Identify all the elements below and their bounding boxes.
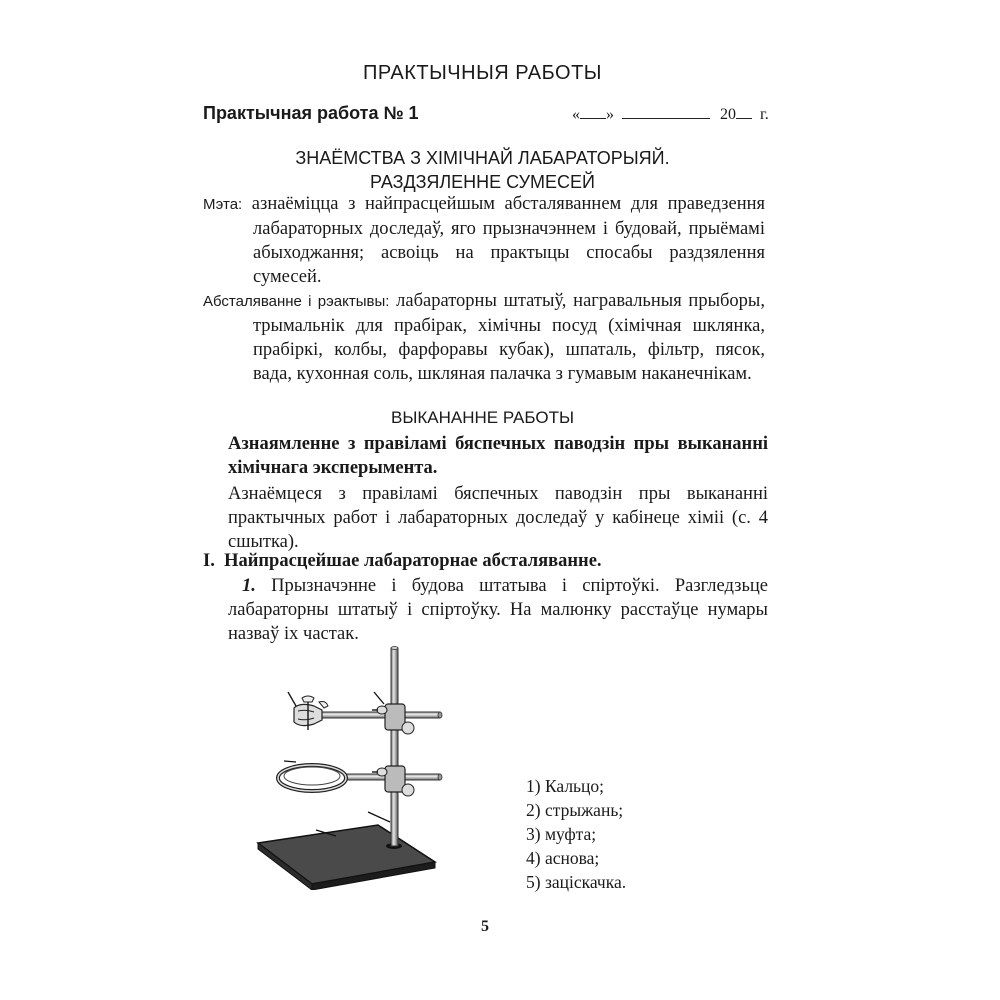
- year-blank[interactable]: [736, 104, 752, 119]
- aim-paragraph: [203, 192, 765, 289]
- page-number: 5: [481, 918, 489, 935]
- section-1-heading: I. Найпрасцейшае лабараторнае абсталяванне.: [203, 551, 602, 571]
- stand-ring: [278, 765, 346, 791]
- safety-text: Азнаёмцеся з правіламі бяспечных паводзін пры выкананні практычных работ і лабараторных доследаў у кабінеце хіміі (с. 4 сшытка).: [228, 484, 768, 552]
- boss-head-upper: [372, 704, 414, 734]
- date-year: 20: [720, 106, 736, 123]
- equipment-text: лабараторны штатыў, награвальныя прыборы, трымальнік для прабірак, хімічны посуд (хімічная шклянка, прабіркі, колбы, фарфоравы кубак), шпаталь, фільтр, пясок, вада, кухонная соль, шкляная палачка з гумавым наканечнікам.: [253, 291, 765, 384]
- day-blank[interactable]: [580, 104, 606, 119]
- date-suffix: г.: [760, 106, 769, 123]
- execution-title: ВЫКАНАННЕ РАБОТЫ: [390, 408, 575, 427]
- equipment-label: Абсталяванне і рэактывы:: [203, 293, 390, 310]
- safety-heading: Азнаямленне з правіламі бяспечных паводзін пры выкананні хімічнага эксперымента.: [228, 434, 768, 478]
- work-title: Практычная работа № 1: [203, 103, 419, 123]
- parts-list-item: 3) муфта;: [526, 824, 597, 844]
- section-title: ПРАКТЫЧНЫЯ РАБОТЫ: [363, 62, 602, 84]
- parts-list-item: 5) зацiскачка.: [526, 872, 627, 892]
- topic-line-1: ЗНАЁМСТВА З ХІМІЧНАЙ ЛАБАРАТОРЫЯЙ.: [295, 148, 670, 168]
- parts-list: [526, 774, 626, 894]
- pointer-rod: [368, 812, 390, 822]
- topic-title: [200, 146, 765, 194]
- date-close-quote: »: [606, 106, 614, 123]
- task-1-text: Прызначэнне і будова штатыва і спіртоўкі. Разгледзьце лабараторны штатыў і спіртоўку. На малюнку расстаўце нумары назваў іх частак.: [228, 576, 769, 644]
- equipment-paragraph: [203, 289, 765, 386]
- boss-head-lower: [372, 766, 414, 796]
- aim-label: Мэта:: [203, 196, 243, 213]
- date-open-quote: «: [572, 106, 580, 123]
- pointer-boss-head: [374, 692, 384, 704]
- laboratory-stand-illustration: [250, 640, 460, 890]
- pointer-clamp: [288, 692, 296, 706]
- date-line: [572, 104, 769, 124]
- parts-list-item: 1) Кальцо;: [526, 776, 605, 796]
- parts-list-item: 4) аснова;: [526, 848, 600, 868]
- aim-text: азнаёміцца з найпрасцейшым абсталяваннем для праведзення лабараторных доследаў, яго прызначэннем і будовай, прыёмамі абыходжання; асвоіць на практыцы спосабы раздзялення сумесей.: [251, 194, 765, 287]
- task-1-paragraph: [228, 574, 768, 646]
- month-blank[interactable]: [622, 104, 710, 119]
- stand-rod: [386, 647, 402, 850]
- stand-base: [258, 825, 435, 890]
- parts-list-item: 2) стрыжань;: [526, 800, 624, 820]
- task-1-number: 1.: [242, 576, 256, 596]
- pointer-ring: [284, 761, 296, 762]
- topic-line-2: РАЗДЗЯЛЕННЕ СУМЕСЕЙ: [370, 172, 595, 192]
